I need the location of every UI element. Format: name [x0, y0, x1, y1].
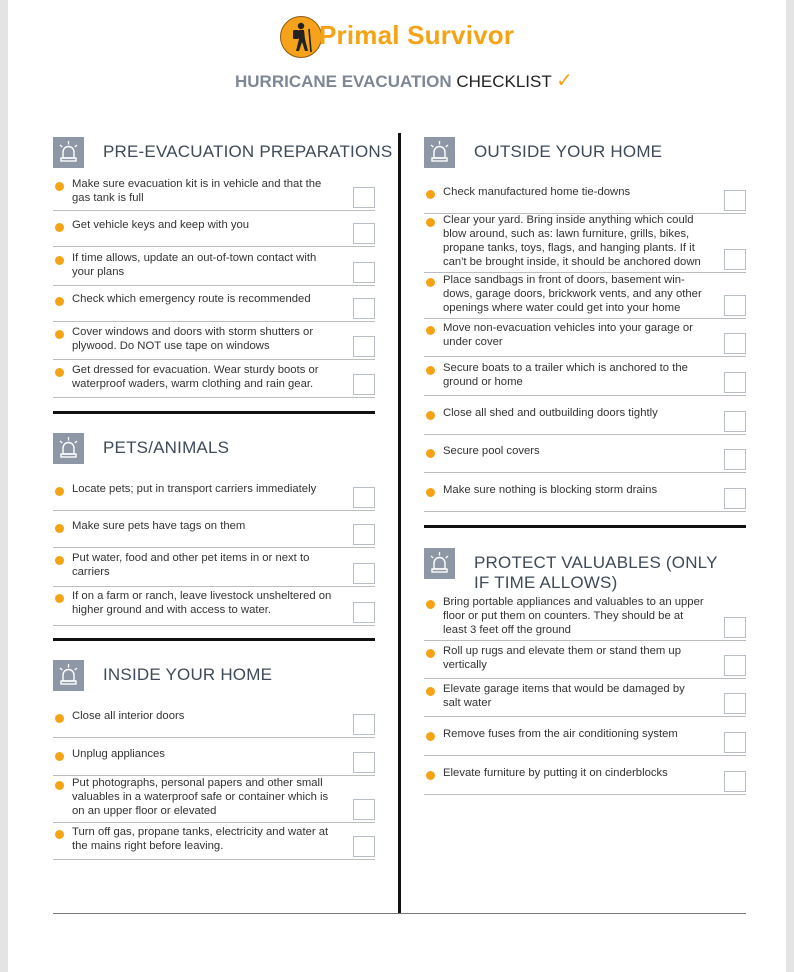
bullet: [426, 190, 435, 199]
bullet: [426, 278, 435, 287]
item-text: Bring portable appliances and valuables to an upper floor or put them on counters. They should be at least 3 feet off the ground: [443, 596, 704, 636]
siren-icon: [53, 137, 84, 168]
list-item: [424, 185, 746, 214]
section-rule: [424, 525, 746, 528]
bullet: [426, 218, 435, 227]
item-text: Roll up rugs and elevate them or stand them up vertically: [443, 645, 682, 671]
bullet: [55, 830, 64, 839]
bullet: [55, 594, 64, 603]
item-text: Put water, food and other pet items in or next to carriers: [72, 552, 310, 578]
section-title: PETS/ANIMALS: [103, 438, 230, 457]
siren-icon: [424, 137, 455, 168]
section-rule: [53, 638, 375, 641]
section-inside-home: [53, 660, 272, 691]
checkbox[interactable]: [353, 336, 375, 357]
list-item: [424, 273, 746, 319]
list-item: [424, 444, 746, 473]
checkbox[interactable]: [724, 732, 746, 753]
list-item: [424, 766, 746, 795]
brand-name: Primal Survivor: [319, 20, 515, 50]
item-text: Close all interior doors: [72, 710, 185, 722]
list-item: [424, 213, 746, 273]
bullet: [55, 487, 64, 496]
checkbox[interactable]: [724, 372, 746, 393]
section-pets: [53, 433, 229, 464]
list-item: [424, 682, 746, 717]
title-rest: CHECKLIST: [451, 72, 552, 91]
checkbox[interactable]: [353, 262, 375, 283]
item-text: Get dressed for evacuation. Wear sturdy boots or waterproof waders, warm clothing and rain gear.: [72, 364, 319, 390]
hiker-logo-icon: [280, 16, 322, 58]
bullet: [55, 556, 64, 565]
bullet: [55, 330, 64, 339]
item-text: Make sure pets have tags on them: [72, 520, 246, 532]
item-text: Make sure nothing is blocking storm drains: [443, 484, 658, 496]
checkbox[interactable]: [724, 693, 746, 714]
bullet: [55, 781, 64, 790]
item-text: If time allows, update an out-of-town contact with your plans: [72, 252, 317, 278]
footer-rule: [53, 913, 746, 914]
column-divider: [398, 133, 401, 914]
bullet: [426, 649, 435, 658]
list-item: [424, 595, 746, 641]
checkbox[interactable]: [353, 223, 375, 244]
page-title: [235, 68, 573, 93]
checkbox[interactable]: [353, 752, 375, 773]
item-text: Secure pool covers: [443, 445, 540, 457]
item-text: Locate pets; put in transport carriers immediately: [72, 483, 317, 495]
checkbox[interactable]: [353, 374, 375, 395]
checkbox[interactable]: [353, 524, 375, 545]
bullet: [426, 687, 435, 696]
list-item: [53, 825, 375, 860]
bullet: [426, 411, 435, 420]
section-title: OUTSIDE YOUR HOME: [474, 142, 663, 161]
bullet: [55, 524, 64, 533]
list-item: [424, 483, 746, 512]
checkbox[interactable]: [724, 617, 746, 638]
checkbox[interactable]: [724, 771, 746, 792]
list-item: [424, 727, 746, 756]
item-text: Cover windows and doors with storm shutters or plywood. Do NOT use tape on windows: [72, 326, 314, 352]
checkbox[interactable]: [724, 411, 746, 432]
item-text: Elevate garage items that would be damaged by salt water: [443, 683, 685, 709]
item-text: Place sandbags in front of doors, basement win-dows, garage doors, brickwork vents, and any other openings where water could get into your home: [443, 274, 702, 314]
checkbox[interactable]: [353, 836, 375, 857]
item-text: Remove fuses from the air conditioning system: [443, 728, 678, 740]
list-item: [53, 551, 375, 587]
checkbox[interactable]: [353, 799, 375, 820]
bullet: [55, 714, 64, 723]
item-text: Make sure evacuation kit is in vehicle and that the gas tank is full: [72, 178, 322, 204]
siren-icon: [53, 660, 84, 691]
checkbox[interactable]: [724, 655, 746, 676]
bullet: [55, 297, 64, 306]
list-item: [53, 251, 375, 286]
bullet: [55, 368, 64, 377]
checkbox[interactable]: [353, 187, 375, 208]
item-text: Move non-evacuation vehicles into your garage or under cover: [443, 322, 693, 348]
item-text: Check manufactured home tie-downs: [443, 186, 631, 198]
bullet: [55, 752, 64, 761]
checkbox[interactable]: [353, 714, 375, 735]
bullet: [55, 182, 64, 191]
item-text: Put photographs, personal papers and other small valuables in a waterproof safe or container which is on an upper floor or elevated: [72, 777, 329, 817]
list-item: [53, 709, 375, 738]
section-title: PROTECT VALUABLES (ONLY IF TIME ALLOWS): [474, 553, 718, 592]
bullet: [426, 732, 435, 741]
item-text: Clear your yard. Bring inside anything which could blow around, such as: lawn furniture, grills, bikes, propane tanks, toys, flags, and hanging plants. If it can't be brought inside, it should be anchored down: [443, 214, 701, 268]
bullet: [426, 326, 435, 335]
bullet: [55, 223, 64, 232]
siren-icon: [53, 433, 84, 464]
bullet: [426, 771, 435, 780]
list-item: [53, 177, 375, 211]
section-pre-evacuation: [53, 137, 392, 168]
checkbox[interactable]: [724, 190, 746, 211]
checkbox[interactable]: [353, 298, 375, 319]
title-emphasis: HURRICANE EVACUATION: [235, 72, 452, 91]
bullet: [426, 488, 435, 497]
list-item: [53, 292, 375, 322]
list-item: [53, 325, 375, 360]
list-item: [424, 644, 746, 679]
item-text: Check which emergency route is recommended: [72, 293, 311, 305]
checkbox[interactable]: [724, 295, 746, 316]
item-text: Elevate furniture by putting it on cinderblocks: [443, 767, 668, 779]
section-rule: [53, 411, 375, 414]
checkbox[interactable]: [724, 249, 746, 270]
item-text: Get vehicle keys and keep with you: [72, 219, 250, 231]
list-item: [53, 363, 375, 398]
list-item: [53, 482, 375, 511]
list-item: [53, 589, 375, 626]
siren-icon: [424, 548, 455, 579]
list-item: [53, 747, 375, 776]
checkbox[interactable]: [353, 563, 375, 584]
checkbox[interactable]: [724, 488, 746, 509]
checkmark-icon: ✓: [556, 70, 573, 92]
section-outside-home: [424, 137, 662, 168]
checkbox[interactable]: [724, 449, 746, 470]
item-text: Unplug appliances: [72, 748, 165, 760]
item-text: If on a farm or ranch, leave livestock unsheltered on higher ground and with access to water.: [72, 590, 332, 616]
section-title: PRE-EVACUATION PREPARATIONS: [103, 142, 393, 161]
bullet: [55, 256, 64, 265]
list-item: [424, 406, 746, 435]
list-item: [53, 519, 375, 548]
list-item: [53, 218, 375, 247]
checkbox[interactable]: [724, 333, 746, 354]
list-item: [53, 776, 375, 823]
item-text: Secure boats to a trailer which is anchored to the ground or home: [443, 362, 688, 388]
checklist-page: [8, 0, 786, 972]
item-text: Close all shed and outbuilding doors tightly: [443, 407, 658, 419]
bullet: [426, 600, 435, 609]
bullet: [426, 366, 435, 375]
list-item: [424, 321, 746, 357]
section-title: INSIDE YOUR HOME: [103, 665, 273, 684]
section-protect-valuables: [424, 548, 734, 593]
checkbox[interactable]: [353, 602, 375, 623]
item-text: Turn off gas, propane tanks, electricity and water at the mains right before leaving.: [72, 826, 329, 852]
checkbox[interactable]: [353, 487, 375, 508]
bullet: [426, 449, 435, 458]
list-item: [424, 361, 746, 396]
